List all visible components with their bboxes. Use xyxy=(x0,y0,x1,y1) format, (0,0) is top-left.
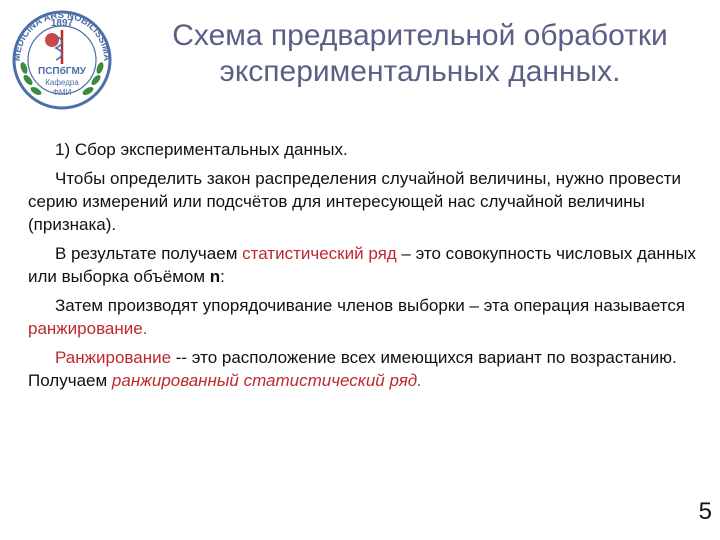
paragraph-measurement: Чтобы определить закон распределения случайной величины, нужно провести серию измерений или подсчётов для интересующей нас случайной величины (признака). xyxy=(28,169,681,234)
paragraph-ranking-definition xyxy=(28,346,698,392)
variable-n: n xyxy=(209,267,221,286)
text-segment: В результате получаем xyxy=(55,244,243,263)
paragraph-statistical-series xyxy=(28,242,698,288)
term-ranked-series: ранжированный статистический ряд. xyxy=(111,371,422,390)
text-segment: – это совокупность числовых данных или выборка объёмом xyxy=(28,244,696,286)
logo-ring-text: MEDICINA ARS NOBILISSIMA xyxy=(11,9,113,62)
slide-body xyxy=(28,138,698,398)
term-ranking-defined: Ранжирование xyxy=(55,348,172,367)
text-segment: : xyxy=(220,267,225,286)
logo-dept-line2: ФМИ xyxy=(52,88,72,97)
text-segment: Затем производят упорядочивание членов выборки – эта операция называется xyxy=(55,296,686,315)
term-ranking: ранжирование. xyxy=(28,319,148,338)
logo-year: 1897 xyxy=(50,18,74,29)
page-number: 5 xyxy=(698,498,712,525)
step-heading: 1) Сбор экспериментальных данных. xyxy=(55,140,348,159)
paragraph-ordering xyxy=(28,294,698,340)
title-line-1: Схема предварительной обработки xyxy=(172,19,668,52)
logo-org: ПСПбГМУ xyxy=(38,66,86,77)
title-line-2: экспериментальных данных. xyxy=(219,55,621,88)
term-statistical-series: статистический ряд xyxy=(242,244,397,263)
text-segment: -- это расположение всех имеющихся вариант по возрастанию. Получаем xyxy=(28,348,677,390)
slide-title xyxy=(120,18,720,90)
university-logo xyxy=(4,2,120,110)
logo-dept-line1: Кафедра xyxy=(45,78,79,87)
